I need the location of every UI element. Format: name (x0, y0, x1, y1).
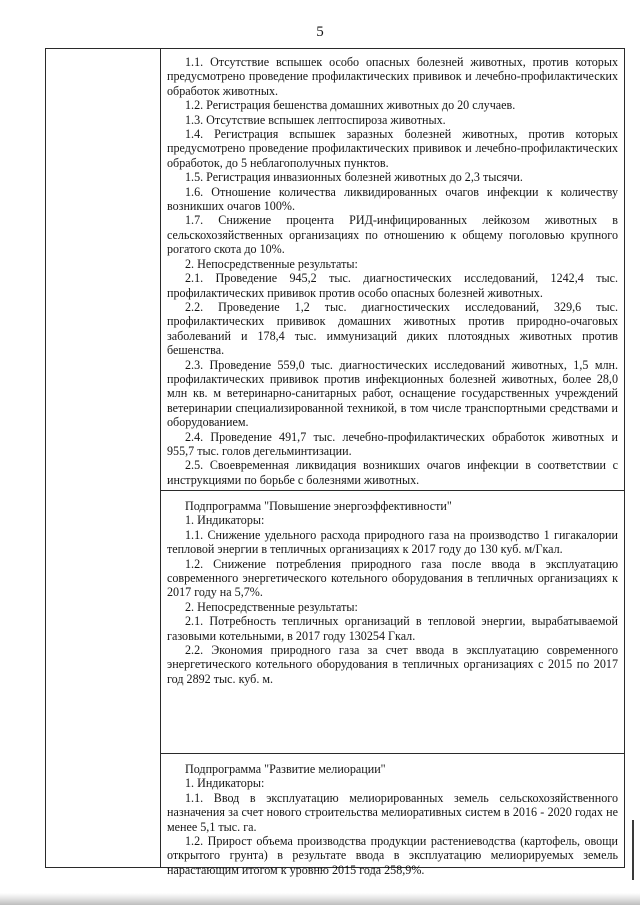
paragraph: 2.4. Проведение 491,7 тыс. лечебно-профилактических обработок животных и 955,7 тыс. голов дегельминтизации. (167, 429, 618, 458)
paragraph: 1.2. Прирост объема производства продукции растениеводства (картофель, овощи открытого грунта) в результате ввода в эксплуатацию мелиорируемых земель нарастающим итогом к уровню 2015 года 258,9%. (167, 834, 618, 877)
energy-efficiency-subprogram-cell (161, 490, 624, 753)
subprogram-heading: Подпрограмма "Повышение энергоэффективности" (185, 499, 452, 513)
scan-bottom-edge (0, 893, 640, 905)
subprogram-heading: Подпрограмма "Развитие мелиорации" (185, 762, 386, 776)
paragraph: 1.2. Снижение потребления природного газа после ввода в эксплуатацию современного энергетического котельного оборудования в тепличных организациях к 2017 году на 5,7%. (167, 556, 618, 600)
paragraph: 1.2. Регистрация бешенства домашних животных до 20 случаев. (185, 98, 516, 113)
paragraph: 1.3. Отсутствие вспышек лептоспироза животных. (185, 112, 446, 127)
paragraph: 2.3. Проведение 559,0 тыс. диагностических исследований животных, 1,5 млн. профилактических прививок против инфекционных болезней животных, более 28,0 млн кв. м ветеринарно-санитарных работ, оснащение государственных учреждений ветеринарии специализированной техникой, в том числе транспортными средствами и оборудованием. (167, 357, 618, 430)
page-number: 5 (316, 24, 324, 40)
scan-artifact-mark (632, 820, 634, 880)
paragraph: 2.2. Проведение 1,2 тыс. диагностических исследований, 329,6 тыс. профилактических прививок домашних животных против природно-очаговых заболеваний и 178,4 тыс. иммунизаций диких плотоядных животных против бешенства. (167, 299, 618, 358)
paragraph: 1.1. Отсутствие вспышек особо опасных болезней животных, против которых предусмотрено проведение профилактических прививок и лечебно-профилактических обработок животных. (167, 55, 618, 98)
paragraph: 1. Индикаторы: (185, 776, 265, 791)
paragraph: 1.1. Снижение удельного расхода природного газа на производство 1 гигакалории тепловой энергии в тепличных организациях к 2017 году до 130 куб. м/Гкал. (167, 527, 618, 557)
paragraph: 1.5. Регистрация инвазионных болезней животных до 2,3 тысячи. (185, 170, 523, 185)
veterinary-results-cell (161, 49, 624, 490)
paragraph: 1.4. Регистрация вспышек заразных болезней животных, против которых предусмотрено проведение профилактических прививок и лечебно-профилактических обработок, до 5 неблагополучных пунктов. (167, 127, 618, 170)
empty-left-column (46, 49, 161, 867)
paragraph: 2.2. Экономия природного газа за счет ввода в эксплуатацию современного энергетического котельного оборудования в тепличных организациях с 2015 по 2017 год 2892 тыс. куб. м. (167, 643, 618, 686)
paragraph: 2.1. Проведение 945,2 тыс. диагностических исследований, 1242,4 тыс. профилактических прививок против особо опасных болезней животных. (167, 271, 618, 300)
melioration-subprogram-cell (161, 753, 624, 877)
paragraph: 2. Непосредственные результаты: (185, 599, 358, 614)
document-table (45, 48, 625, 877)
paragraph: 1.6. Отношение количества ликвидированных очагов инфекции к количеству возникших очагов 100%. (167, 184, 618, 214)
paragraph: 2.5. Своевременная ликвидация возникших очагов инфекции в соответствии с инструкциями по борьбе с болезнями животных. (167, 458, 618, 487)
paragraph: 1. Индикаторы: (185, 513, 265, 528)
paragraph: 2. Непосредственные результаты: (185, 256, 358, 271)
paragraph: 1.1. Ввод в эксплуатацию мелиорированных земель сельскохозяйственного назначения за счет нового строительства мелиоративных систем в 2016 - 2020 годах не менее 5,1 тыс. га. (167, 790, 618, 834)
paragraph: 2.1. Потребность тепличных организаций в тепловой энергии, вырабатываемой газовыми котельными, в 2017 году 130254 Гкал. (167, 614, 618, 643)
paragraph: 1.7. Снижение процента РИД-инфицированных лейкозом животных в сельскохозяйственных организациях по отношению к общему поголовью крупного рогатого скота до 10%. (167, 213, 618, 257)
